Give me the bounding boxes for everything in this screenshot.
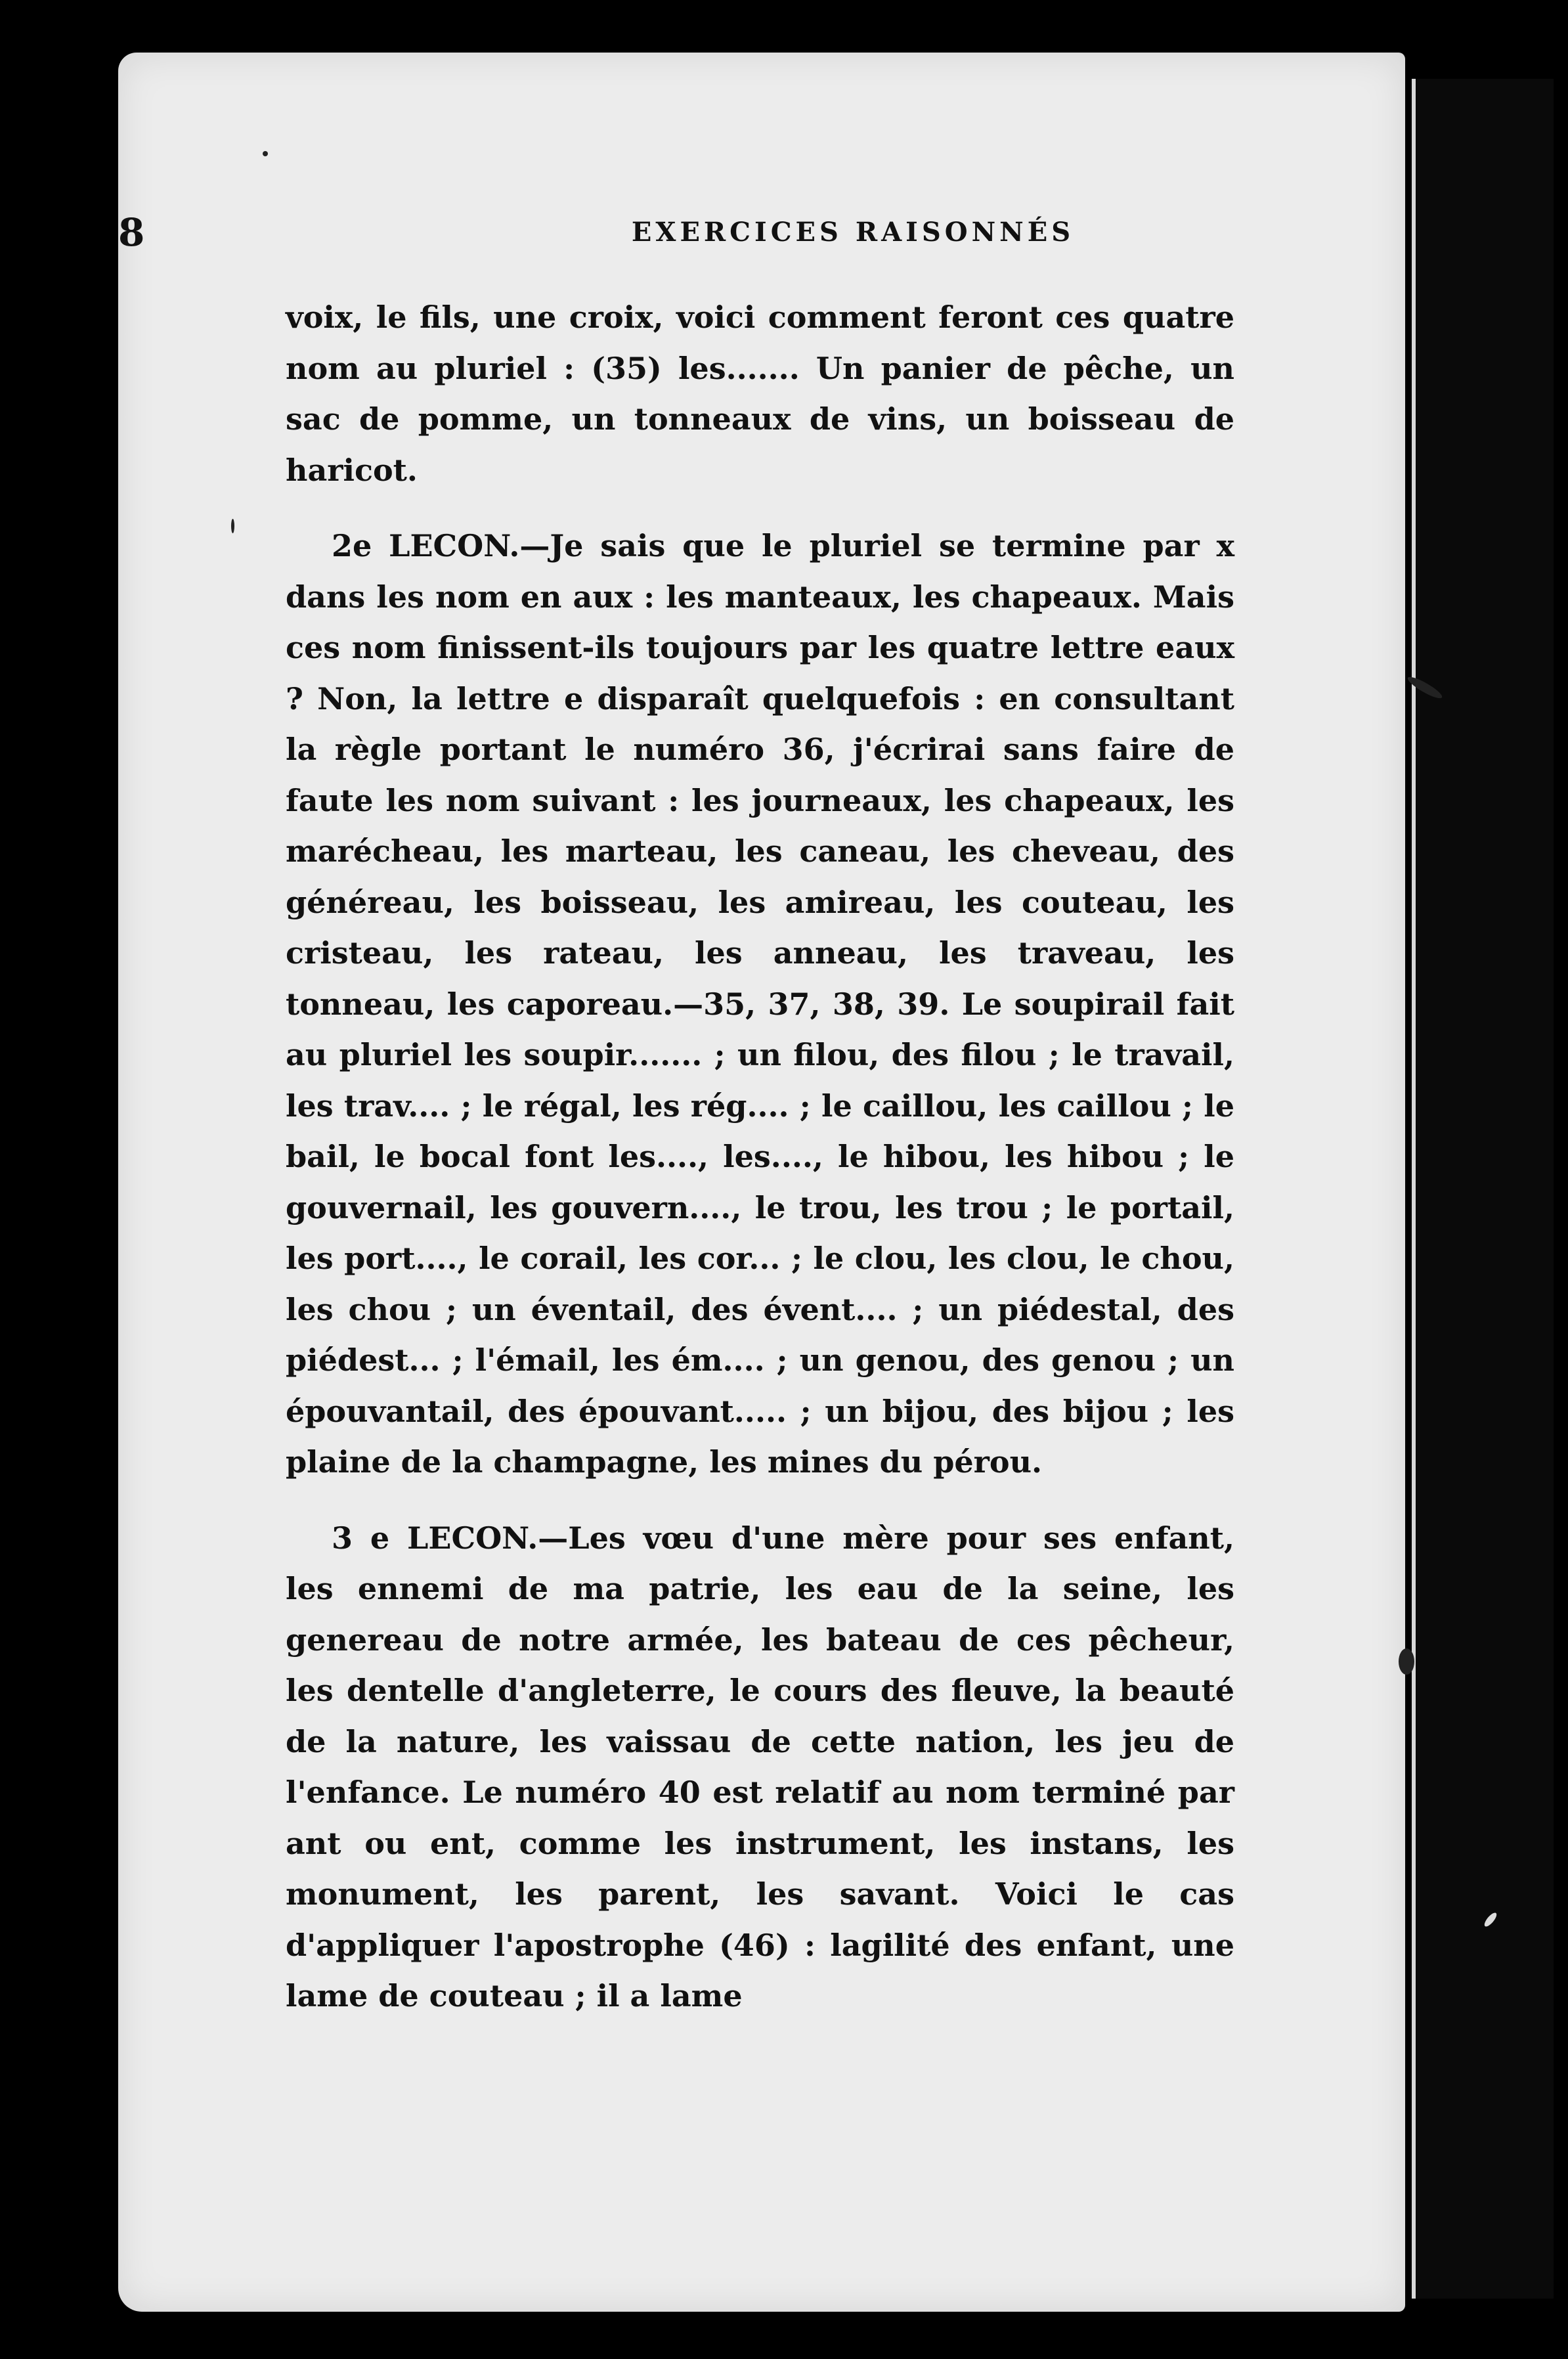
ink-speck: [1399, 1648, 1414, 1675]
paragraph-intro: voix, le fils, une croix, voici comment feront ces quatre nom au pluriel : (35) les....... Un panier de pêche, un sac de pomme, un tonneaux de vins, un boisseau de haricot.: [286, 299, 1234, 488]
ink-speck: [263, 151, 268, 156]
lesson-text: Je sais que le pluriel se termine par x dans les nom en aux : les manteaux, les chapeaux. Mais ces nom finissent-ils toujours par les quatre lettre eaux ? Non, la lettre e disparaît quelquefois : en consultant la règle portant le numéro 36, j'écrirai sans faire de faute les nom suivant : les journeaux, les chapeaux, les marécheau, les marteau, les caneau, les cheveau, des généreau, les boisseau, les amireau, les couteau, les cristeau, les rateau, les anneau, les traveau, les tonneau, les caporeau.—35, 37, 38, 39. Le soupirail fait au pluriel les soupir....... ; un filou, des filou ; le travail, les trav.... ; le régal, les rég.... ; le caillou, les caillou ; le bail, le bocal font les...., les...., le hibou, les hibou ; le gouvernail, les gouvern...., le trou, les trou ; le portail, les port...., le corail, les cor... ; le clou, les clou, le chou, les chou ; un éventail, des évent.... ; un piédestal, des piédest... ; l'émail, les ém.... ; un genou, des genou ; un épouvantail, des épouvant..... ; un bijou, des bijou ; les plaine de la champagne, les mines du pérou.: [286, 528, 1234, 1480]
lesson-heading: 3 e LECON.—: [332, 1520, 569, 1556]
page-body: [286, 292, 1234, 2022]
running-title: EXERCICES RAISONNÉS: [631, 217, 1075, 248]
paragraph-lecon-3: [286, 1513, 1234, 2022]
ink-speck: [231, 519, 234, 533]
paragraph-lecon-2: [286, 521, 1234, 1488]
facing-page-edge: [1412, 79, 1554, 2299]
page-number: 8: [118, 210, 145, 255]
lesson-heading: 2e LECON.—: [332, 528, 550, 563]
lesson-text: Les vœu d'une mère pour ses enfant, les ennemi de ma patrie, les eau de la seine, les genereau de notre armée, les bateau de ces pêcheur, les dentelle d'angleterre, le cours des fleuve, la beauté de la nature, les vaissau de cette nation, les jeu de l'enfance. Le numéro 40 est relatif au nom terminé par ant ou ent, comme les instrument, les instans, les monument, les parent, les savant. Voici le cas d'appliquer l'apostrophe (46) : lagilité des enfant, une lame de couteau ; il a lame: [286, 1520, 1234, 2014]
